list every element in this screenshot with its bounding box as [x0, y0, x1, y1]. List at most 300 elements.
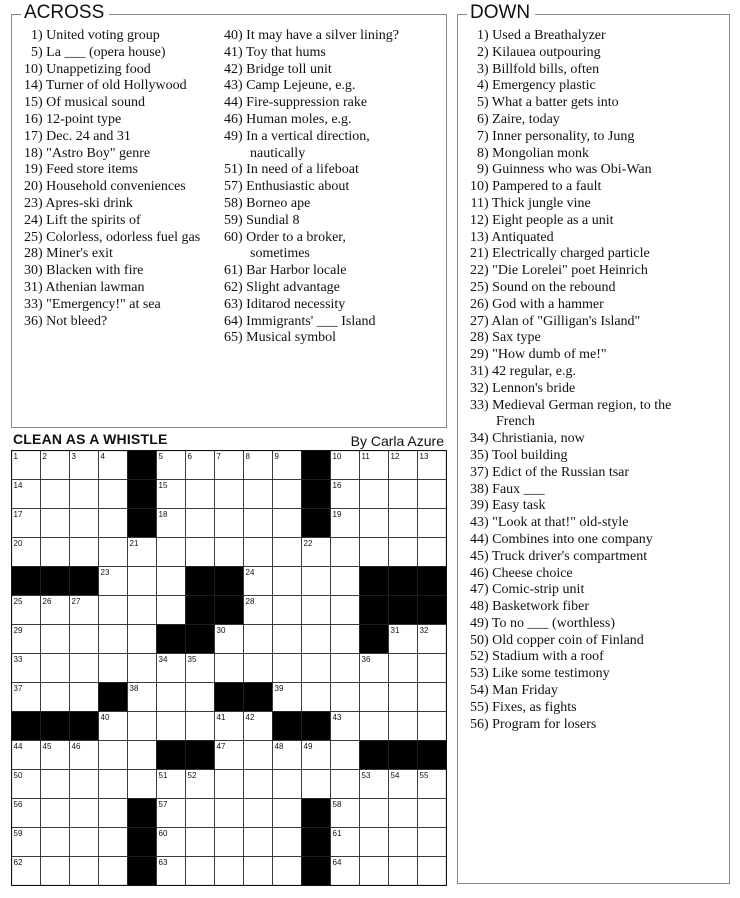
cell-number: 18	[158, 510, 168, 519]
grid-cell[interactable]	[418, 799, 447, 828]
grid-cell[interactable]	[331, 625, 360, 654]
grid-cell[interactable]	[331, 538, 360, 567]
grid-cell[interactable]	[331, 567, 360, 596]
grid-cell[interactable]	[331, 770, 360, 799]
grid-cell[interactable]	[273, 625, 302, 654]
grid-cell[interactable]	[99, 770, 128, 799]
clue-text: ) It may have a silver lining?	[238, 28, 399, 45]
clue-item	[12, 28, 200, 45]
grid-cell[interactable]	[389, 509, 418, 538]
clue-number: 20	[24, 179, 38, 195]
grid-cell[interactable]	[70, 857, 99, 886]
cell-number: 23	[100, 568, 110, 577]
clue-item	[12, 196, 200, 213]
clue-item	[12, 78, 200, 95]
clue-item	[212, 314, 399, 331]
grid-cell[interactable]	[41, 480, 70, 509]
clue-text: ) Program for losers	[484, 717, 596, 734]
clue-item	[12, 162, 200, 179]
grid-cell[interactable]	[244, 799, 273, 828]
clue-number: 38	[470, 481, 484, 497]
cell-number: 11	[361, 452, 370, 461]
cell-number: 61	[332, 829, 342, 838]
grid-cell[interactable]	[389, 799, 418, 828]
clue-item	[458, 129, 671, 146]
cell-number: 32	[419, 626, 429, 635]
grid-cell[interactable]	[70, 683, 99, 712]
grid-block	[186, 596, 215, 625]
clue-number: 6	[477, 111, 484, 127]
clue-number: 4	[477, 78, 484, 94]
grid-block	[418, 741, 447, 770]
grid-cell[interactable]	[186, 857, 215, 886]
clue-text: ) Lennon's bride	[484, 381, 575, 398]
clue-text: ) Man Friday	[484, 683, 558, 700]
grid-block	[360, 567, 389, 596]
grid-cell[interactable]	[273, 480, 302, 509]
cell-number: 19	[332, 510, 342, 519]
clue-item	[12, 62, 200, 79]
clue-item	[12, 213, 200, 230]
clue-number: 63	[224, 296, 238, 312]
clue-number: 10	[470, 179, 484, 195]
grid-cell[interactable]	[128, 712, 157, 741]
clue-item	[458, 666, 671, 683]
clue-number: 48	[470, 599, 484, 615]
grid-cell[interactable]	[41, 538, 70, 567]
cell-number: 14	[13, 481, 23, 490]
grid-block	[302, 509, 331, 538]
clue-text: ) Household conveniences	[38, 179, 186, 196]
grid-cell[interactable]	[273, 509, 302, 538]
grid-block	[302, 712, 331, 741]
grid-block	[186, 741, 215, 770]
clue-text: ) "How dumb of me!"	[484, 347, 607, 364]
clue-text: ) Feed store items	[38, 162, 138, 179]
clue-text: ) Easy task	[484, 498, 545, 515]
clue-number: 61	[224, 263, 238, 279]
grid-cell[interactable]	[418, 683, 447, 712]
clue-text: ) Zaire, today	[484, 112, 560, 129]
grid-cell[interactable]	[418, 480, 447, 509]
grid-cell[interactable]	[389, 538, 418, 567]
grid-cell[interactable]	[215, 509, 244, 538]
grid-cell[interactable]	[273, 538, 302, 567]
cell-number: 44	[13, 742, 23, 751]
grid-block	[157, 741, 186, 770]
clue-text: ) What a batter gets into	[484, 95, 619, 112]
grid-cell[interactable]	[157, 567, 186, 596]
across-column-1	[12, 28, 200, 330]
grid-cell[interactable]	[302, 683, 331, 712]
grid-cell[interactable]	[418, 654, 447, 683]
across-heading: ACROSS	[21, 2, 109, 24]
grid-block	[41, 712, 70, 741]
clue-text: ) Slight advantage	[238, 280, 340, 297]
clue-text: ) Electrically charged particle	[484, 246, 650, 263]
grid-cell[interactable]	[186, 509, 215, 538]
clue-item	[212, 297, 399, 314]
grid-cell[interactable]	[215, 770, 244, 799]
clue-text: ) Miner's exit	[38, 246, 113, 263]
grid-cell[interactable]	[41, 857, 70, 886]
grid-cell[interactable]	[41, 509, 70, 538]
cell-number: 20	[13, 539, 23, 548]
grid-cell[interactable]	[302, 625, 331, 654]
grid-cell[interactable]	[360, 538, 389, 567]
grid-cell[interactable]	[41, 654, 70, 683]
grid-cell[interactable]	[244, 770, 273, 799]
cell-number: 59	[13, 829, 23, 838]
grid-cell[interactable]	[70, 654, 99, 683]
grid-block	[302, 451, 331, 480]
clue-text: ) United voting group	[38, 28, 160, 45]
clue-text: ) Unappetizing food	[38, 62, 151, 79]
clue-text: ) Blacken with fire	[38, 263, 143, 280]
clue-number: 36	[24, 313, 38, 329]
clue-text: ) Edict of the Russian tsar	[484, 465, 629, 482]
cell-number: 21	[129, 539, 139, 548]
clue-item	[458, 381, 671, 398]
clue-item	[12, 280, 200, 297]
clue-number: 65	[224, 330, 238, 346]
grid-cell[interactable]	[273, 596, 302, 625]
clue-number: 46	[224, 111, 238, 127]
grid-cell[interactable]	[331, 596, 360, 625]
grid-cell[interactable]	[244, 480, 273, 509]
clue-item	[458, 700, 671, 717]
cell-number: 48	[274, 742, 284, 751]
grid-cell[interactable]	[389, 683, 418, 712]
clue-number: 3	[477, 61, 484, 77]
clue-item	[458, 582, 671, 599]
grid-cell[interactable]	[128, 770, 157, 799]
cell-number: 31	[390, 626, 400, 635]
grid-cell[interactable]	[186, 712, 215, 741]
grid-block	[99, 683, 128, 712]
grid-block	[215, 683, 244, 712]
clue-text: ) Kilauea outpouring	[484, 45, 601, 62]
clue-number	[212, 146, 238, 163]
grid-cell[interactable]	[215, 799, 244, 828]
grid-cell[interactable]	[418, 509, 447, 538]
grid-cell[interactable]	[389, 480, 418, 509]
clue-number: 31	[24, 279, 38, 295]
grid-cell[interactable]	[244, 741, 273, 770]
clue-number: 16	[24, 111, 38, 127]
cell-number: 27	[71, 597, 81, 606]
grid-cell[interactable]	[389, 828, 418, 857]
grid-cell[interactable]	[99, 857, 128, 886]
clue-item	[12, 45, 200, 62]
grid-cell[interactable]	[157, 683, 186, 712]
grid-cell[interactable]	[244, 828, 273, 857]
grid-cell[interactable]	[389, 712, 418, 741]
clue-text: ) Billfold bills, often	[484, 62, 599, 79]
grid-cell[interactable]	[302, 596, 331, 625]
grid-cell[interactable]	[128, 596, 157, 625]
grid-cell[interactable]	[273, 770, 302, 799]
grid-cell[interactable]	[128, 625, 157, 654]
clue-text: ) La ___ (opera house)	[38, 45, 166, 62]
grid-block	[186, 625, 215, 654]
clue-number: 1	[31, 28, 38, 43]
clue-number: 43	[470, 515, 484, 531]
grid-cell[interactable]	[99, 654, 128, 683]
grid-cell[interactable]	[302, 770, 331, 799]
clue-number: 58	[224, 195, 238, 211]
clue-text: ) Borneo ape	[238, 196, 310, 213]
grid-cell[interactable]	[41, 828, 70, 857]
clue-item	[212, 246, 399, 263]
grid-cell[interactable]	[186, 480, 215, 509]
grid-cell[interactable]	[41, 625, 70, 654]
cell-number: 37	[13, 684, 23, 693]
grid-block	[418, 596, 447, 625]
cell-number: 60	[158, 829, 168, 838]
cell-number: 12	[390, 452, 400, 461]
cell-number: 47	[216, 742, 226, 751]
down-heading: DOWN	[467, 2, 535, 24]
grid-cell[interactable]	[99, 509, 128, 538]
clue-item	[458, 414, 671, 431]
grid-cell[interactable]	[70, 770, 99, 799]
clue-text: ) Mongolian monk	[484, 146, 589, 163]
grid-cell[interactable]	[360, 857, 389, 886]
grid-cell[interactable]	[273, 857, 302, 886]
clue-item	[458, 566, 671, 583]
grid-cell[interactable]	[70, 828, 99, 857]
grid-block	[128, 480, 157, 509]
clue-item	[458, 78, 671, 95]
clue-item	[458, 633, 671, 650]
clue-item	[212, 45, 399, 62]
clue-item	[212, 280, 399, 297]
grid-cell[interactable]	[70, 625, 99, 654]
grid-cell[interactable]	[157, 538, 186, 567]
grid-cell[interactable]	[70, 538, 99, 567]
grid-cell[interactable]	[215, 828, 244, 857]
grid-cell[interactable]	[99, 596, 128, 625]
grid-block	[128, 451, 157, 480]
clue-item	[458, 280, 671, 297]
clue-item	[458, 314, 671, 331]
grid-block	[12, 567, 41, 596]
grid-cell[interactable]	[273, 567, 302, 596]
grid-cell[interactable]	[389, 654, 418, 683]
cell-number: 53	[361, 771, 371, 780]
grid-cell[interactable]	[99, 538, 128, 567]
grid-cell[interactable]	[41, 770, 70, 799]
clue-item	[458, 465, 671, 482]
clue-number: 47	[470, 582, 484, 598]
clue-item	[12, 95, 200, 112]
grid-cell[interactable]	[418, 538, 447, 567]
cell-number: 25	[13, 597, 23, 606]
grid-cell[interactable]	[70, 509, 99, 538]
cell-number: 41	[216, 713, 226, 722]
cell-number: 6	[187, 452, 192, 461]
clue-number: 19	[24, 162, 38, 178]
grid-cell[interactable]	[244, 538, 273, 567]
grid-cell[interactable]	[360, 480, 389, 509]
grid-block	[215, 596, 244, 625]
grid-cell[interactable]	[215, 538, 244, 567]
clue-number: 55	[470, 699, 484, 715]
grid-block	[389, 741, 418, 770]
grid-block	[418, 567, 447, 596]
grid-cell[interactable]	[215, 480, 244, 509]
clue-number: 33	[470, 397, 484, 413]
cell-number: 5	[158, 452, 163, 461]
clue-item	[458, 213, 671, 230]
grid-cell[interactable]	[186, 538, 215, 567]
grid-cell[interactable]	[360, 799, 389, 828]
clue-number: 18	[24, 145, 38, 161]
cell-number: 22	[303, 539, 313, 548]
grid-cell[interactable]	[70, 799, 99, 828]
grid-cell[interactable]	[273, 799, 302, 828]
grid-cell[interactable]	[273, 828, 302, 857]
grid-cell[interactable]	[273, 654, 302, 683]
clue-item	[458, 179, 671, 196]
grid-cell[interactable]	[418, 712, 447, 741]
grid-cell[interactable]	[331, 741, 360, 770]
grid-cell[interactable]	[418, 857, 447, 886]
grid-cell[interactable]	[186, 799, 215, 828]
clue-item	[212, 179, 399, 196]
grid-cell[interactable]	[99, 480, 128, 509]
clue-number: 59	[224, 212, 238, 228]
clue-item	[212, 112, 399, 129]
grid-cell[interactable]	[128, 654, 157, 683]
clue-text: ) Bridge toll unit	[238, 62, 332, 79]
grid-cell[interactable]	[244, 625, 273, 654]
clue-item	[458, 364, 671, 381]
clue-text: ) "Emergency!" at sea	[38, 297, 161, 314]
clue-text: ) "Die Lorelei" poet Heinrich	[484, 263, 648, 280]
grid-cell[interactable]	[99, 741, 128, 770]
clue-item	[12, 297, 200, 314]
clue-number: 23	[24, 195, 38, 211]
clue-text: ) Emergency plastic	[484, 78, 596, 95]
grid-cell[interactable]	[157, 596, 186, 625]
clue-item	[458, 95, 671, 112]
clue-number: 33	[24, 296, 38, 312]
cell-number: 16	[332, 481, 342, 490]
clue-text: ) Not bleed?	[38, 314, 107, 331]
cell-number: 55	[419, 771, 429, 780]
grid-cell[interactable]	[99, 828, 128, 857]
cell-number: 64	[332, 858, 342, 867]
clue-item	[458, 297, 671, 314]
grid-cell[interactable]	[186, 683, 215, 712]
clue-item	[458, 599, 671, 616]
clue-item	[212, 213, 399, 230]
cell-number: 42	[245, 713, 255, 722]
clue-text: ) Human moles, e.g.	[238, 112, 352, 129]
grid-cell[interactable]	[99, 799, 128, 828]
grid-cell[interactable]	[360, 509, 389, 538]
clue-text: ) Lift the spirits of	[38, 213, 141, 230]
clue-item	[12, 314, 200, 331]
grid-block	[128, 799, 157, 828]
clue-item	[12, 146, 200, 163]
grid-block	[70, 712, 99, 741]
clue-number: 50	[470, 632, 484, 648]
cell-number: 24	[245, 568, 255, 577]
grid-cell[interactable]	[215, 654, 244, 683]
cell-number: 35	[187, 655, 197, 664]
cell-number: 4	[100, 452, 105, 461]
grid-cell[interactable]	[186, 828, 215, 857]
cell-number: 57	[158, 800, 168, 809]
clue-number: 5	[477, 95, 484, 111]
clue-item	[212, 263, 399, 280]
cell-number: 28	[245, 597, 255, 606]
crossword-grid[interactable]	[11, 450, 447, 886]
grid-cell[interactable]	[128, 567, 157, 596]
clue-number: 34	[470, 431, 484, 447]
clue-number: 25	[470, 279, 484, 295]
clue-number: 57	[224, 179, 238, 195]
grid-cell[interactable]	[389, 857, 418, 886]
grid-cell[interactable]	[360, 712, 389, 741]
clue-number: 9	[477, 162, 484, 178]
grid-cell[interactable]	[128, 741, 157, 770]
cell-number: 51	[158, 771, 168, 780]
grid-cell[interactable]	[70, 480, 99, 509]
clue-item	[458, 649, 671, 666]
grid-cell[interactable]	[302, 654, 331, 683]
grid-cell[interactable]	[418, 828, 447, 857]
clue-item	[12, 246, 200, 263]
grid-cell[interactable]	[331, 683, 360, 712]
grid-block	[302, 828, 331, 857]
grid-cell[interactable]	[331, 654, 360, 683]
grid-cell[interactable]	[99, 625, 128, 654]
clue-number: 22	[470, 263, 484, 279]
grid-block	[244, 683, 273, 712]
clue-number: 44	[224, 95, 238, 111]
clue-item	[458, 448, 671, 465]
clue-text: ) Combines into one company	[484, 532, 653, 549]
clue-text: ) Colorless, odorless fuel gas	[38, 230, 200, 247]
clue-item	[458, 498, 671, 515]
clue-item	[458, 683, 671, 700]
grid-cell[interactable]	[41, 799, 70, 828]
grid-cell[interactable]	[215, 857, 244, 886]
cell-number: 62	[13, 858, 23, 867]
clue-text: nautically	[250, 145, 306, 161]
clue-text: ) To no ___ (worthless)	[484, 616, 615, 633]
grid-cell[interactable]	[360, 683, 389, 712]
grid-block	[128, 857, 157, 886]
grid-cell[interactable]	[244, 857, 273, 886]
clue-number: 26	[470, 296, 484, 312]
cell-number: 13	[419, 452, 429, 461]
grid-cell[interactable]	[302, 567, 331, 596]
clue-item	[458, 431, 671, 448]
clue-text: ) Apres-ski drink	[38, 196, 133, 213]
grid-cell[interactable]	[360, 828, 389, 857]
grid-cell[interactable]	[157, 712, 186, 741]
clue-item	[212, 146, 399, 163]
grid-cell[interactable]	[41, 683, 70, 712]
clue-text: ) Musical symbol	[238, 330, 336, 347]
grid-cell[interactable]	[244, 654, 273, 683]
grid-cell[interactable]	[244, 509, 273, 538]
